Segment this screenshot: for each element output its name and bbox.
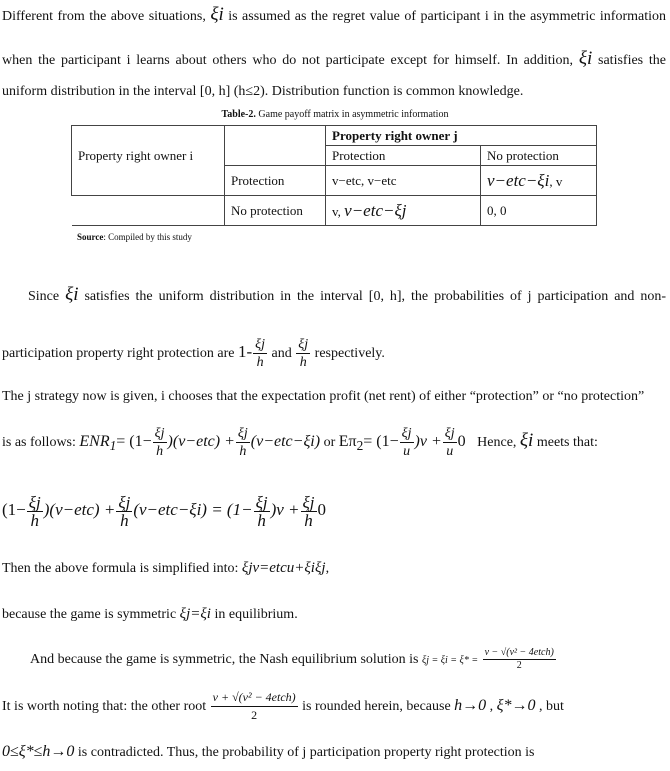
text: satisfies the uniform distribution in the interval [0, h], the probabilities of j participation and non- — [84, 289, 667, 304]
formula: (1− — [2, 500, 26, 519]
para2-line2 — [2, 330, 666, 376]
fraction — [254, 494, 270, 529]
caption-label: Table-2. — [221, 109, 256, 120]
source-label: Source — [77, 232, 104, 242]
source-text: : Compiled by this study — [103, 232, 192, 242]
text: in equilibrium. — [214, 607, 298, 622]
fraction — [301, 494, 317, 529]
fraction — [400, 425, 414, 460]
numerator: ξj — [444, 426, 455, 442]
denominator: h — [299, 355, 307, 371]
table-cell-empty — [225, 146, 326, 166]
xi-i-symbol: ξi — [210, 4, 224, 25]
denominator: h — [256, 355, 264, 371]
text: and — [271, 346, 292, 361]
owner-i-label: Property right owner i — [72, 146, 225, 196]
para2-line1 — [28, 284, 667, 305]
text: is rounded herein, because — [302, 699, 451, 714]
col-no-protection: No protection — [481, 146, 597, 166]
text: meets that: — [536, 435, 598, 450]
other-root-line: It is worth noting that: the other root $\frac{\text{v + √(v² − 4etch)}}{2}$ is rounded herein, because h→0 , ξ*→0 , but — [2, 690, 564, 723]
denominator: h — [120, 510, 129, 530]
formula: (v−etc−ξi) — [250, 433, 321, 450]
formula: 0 — [317, 500, 327, 519]
payoff-matrix-table — [71, 125, 597, 226]
text: or — [323, 435, 336, 450]
formula: h→0 — [454, 697, 487, 714]
numerator: v + √(v² − 4etch) — [211, 689, 298, 707]
numerator: ξj — [298, 337, 309, 353]
text: Hence, — [477, 435, 517, 450]
formula: ξjv=etcu+ξiξj — [241, 560, 326, 576]
cell-protection-protection: v−etc, v−etc — [326, 166, 481, 196]
formula: 2 — [356, 438, 364, 454]
table-cell-empty — [72, 126, 225, 146]
para3-line1: The j strategy now is given, i chooses that the expectation profit (net rent) of either “protection” or “no protection” — [2, 389, 645, 404]
numerator: ξj — [118, 492, 131, 512]
fraction — [153, 425, 167, 460]
formula: )v + — [414, 433, 442, 450]
numerator: v − √(v² − 4etch) — [484, 647, 554, 659]
formula: )(v−etc) + — [167, 433, 235, 450]
text: It is worth noting that: the other root — [2, 699, 207, 714]
table-source — [77, 232, 192, 242]
text: Then the above formula is simplified into: — [2, 561, 239, 576]
formula: , v — [549, 173, 563, 189]
text: And because the game is symmetric, the Nash equilibrium solution is — [30, 652, 419, 667]
formula-epi — [338, 433, 364, 454]
denominator: h — [257, 510, 266, 530]
denominator: h — [30, 510, 39, 530]
cell-noprotection-noprotection: 0, 0 — [481, 196, 597, 226]
table-row — [72, 196, 597, 226]
formula: ξ*→0 — [496, 697, 536, 714]
formula: ξj=ξi — [179, 606, 211, 622]
numerator: ξj — [154, 426, 165, 442]
formula: 1- — [237, 342, 253, 361]
numerator: ξj — [255, 492, 268, 512]
equation-indifference — [2, 486, 666, 534]
para1-line2 — [2, 48, 666, 69]
formula: Eπ — [338, 433, 357, 450]
fraction — [236, 425, 250, 460]
formula-enr — [79, 433, 117, 454]
simplified-line — [2, 560, 666, 577]
row-no-protection: No protection — [225, 196, 326, 226]
fraction-xij-over-h — [296, 336, 310, 371]
table-row — [72, 126, 597, 146]
formula: = (1− — [363, 433, 399, 450]
xi-i-symbol: ξi — [519, 430, 534, 451]
nash-line — [30, 640, 666, 681]
numerator: ξj — [28, 492, 41, 512]
text: is as follows: — [2, 435, 76, 450]
denominator: h — [239, 444, 247, 460]
formula: v−etc−ξj — [344, 200, 407, 220]
fraction-root — [211, 689, 298, 724]
text: is assumed as the regret value of participant i in the asymmetric information — [228, 9, 667, 24]
col-protection: Protection — [326, 146, 481, 166]
text: when the participant i learns about others who do not participate except for himself. In addition, — [2, 53, 574, 68]
table-cell-empty — [72, 196, 225, 226]
header-owner-j: Property right owner j — [326, 126, 597, 146]
table-row — [72, 146, 597, 166]
formula: v, — [332, 203, 341, 219]
last-line — [2, 744, 666, 761]
fraction-nash — [483, 647, 556, 672]
formula: 1 — [109, 438, 117, 454]
xi-i-symbol: ξi — [578, 48, 593, 69]
formula: v−etc−ξi — [487, 170, 550, 190]
text: , — [325, 561, 330, 576]
text: because the game is symmetric — [2, 607, 177, 622]
numerator: ξj — [255, 337, 266, 353]
text: respectively. — [314, 346, 385, 361]
numerator: ξj — [302, 492, 315, 512]
text: but — [546, 699, 564, 714]
formula: 0 — [457, 433, 466, 450]
denominator: 2 — [516, 660, 522, 672]
xi-i-symbol: ξi — [65, 284, 79, 305]
text: participation property right protection are — [2, 346, 235, 361]
cell-noprotection-protection — [326, 196, 481, 226]
fraction-xij-over-h — [253, 336, 267, 371]
para1-line1 — [2, 4, 667, 25]
formula: )v + — [270, 500, 300, 519]
para1-line3: uniform distribution in the interval [0, h] (h≤2). Distribution function is common knowledge. — [2, 84, 524, 99]
para3-line2 — [2, 418, 666, 469]
symmetric-line — [2, 606, 666, 623]
denominator: h — [156, 444, 164, 460]
formula: ENR — [79, 433, 110, 450]
denominator: u — [403, 444, 411, 460]
text: Since — [28, 289, 60, 304]
numerator: ξj — [237, 426, 248, 442]
caption-text: Game payoff matrix in asymmetric information — [258, 109, 449, 120]
text: is contradicted. Thus, the probability of j participation property right protection is — [77, 745, 535, 760]
denominator: u — [446, 444, 454, 460]
formula: 0≤ξ*≤h→0 — [2, 743, 75, 760]
fraction — [27, 494, 43, 529]
formula: )(v−etc) + — [43, 500, 116, 519]
cell-protection-noprotection — [481, 166, 597, 196]
table-cell-empty — [225, 126, 326, 146]
numerator: ξj — [401, 426, 412, 442]
text: satisfies the — [598, 53, 666, 68]
denominator: 2 — [251, 708, 258, 723]
fraction — [443, 425, 457, 460]
formula: (v−etc−ξi) = (1− — [133, 500, 253, 519]
formula: ξj = ξi = ξ* = — [421, 655, 479, 666]
table-caption — [0, 109, 670, 120]
text: Different from the above situations, — [2, 9, 206, 24]
fraction — [116, 494, 132, 529]
formula: = (1− — [116, 433, 152, 450]
row-protection: Protection — [225, 166, 326, 196]
denominator: h — [304, 510, 313, 530]
